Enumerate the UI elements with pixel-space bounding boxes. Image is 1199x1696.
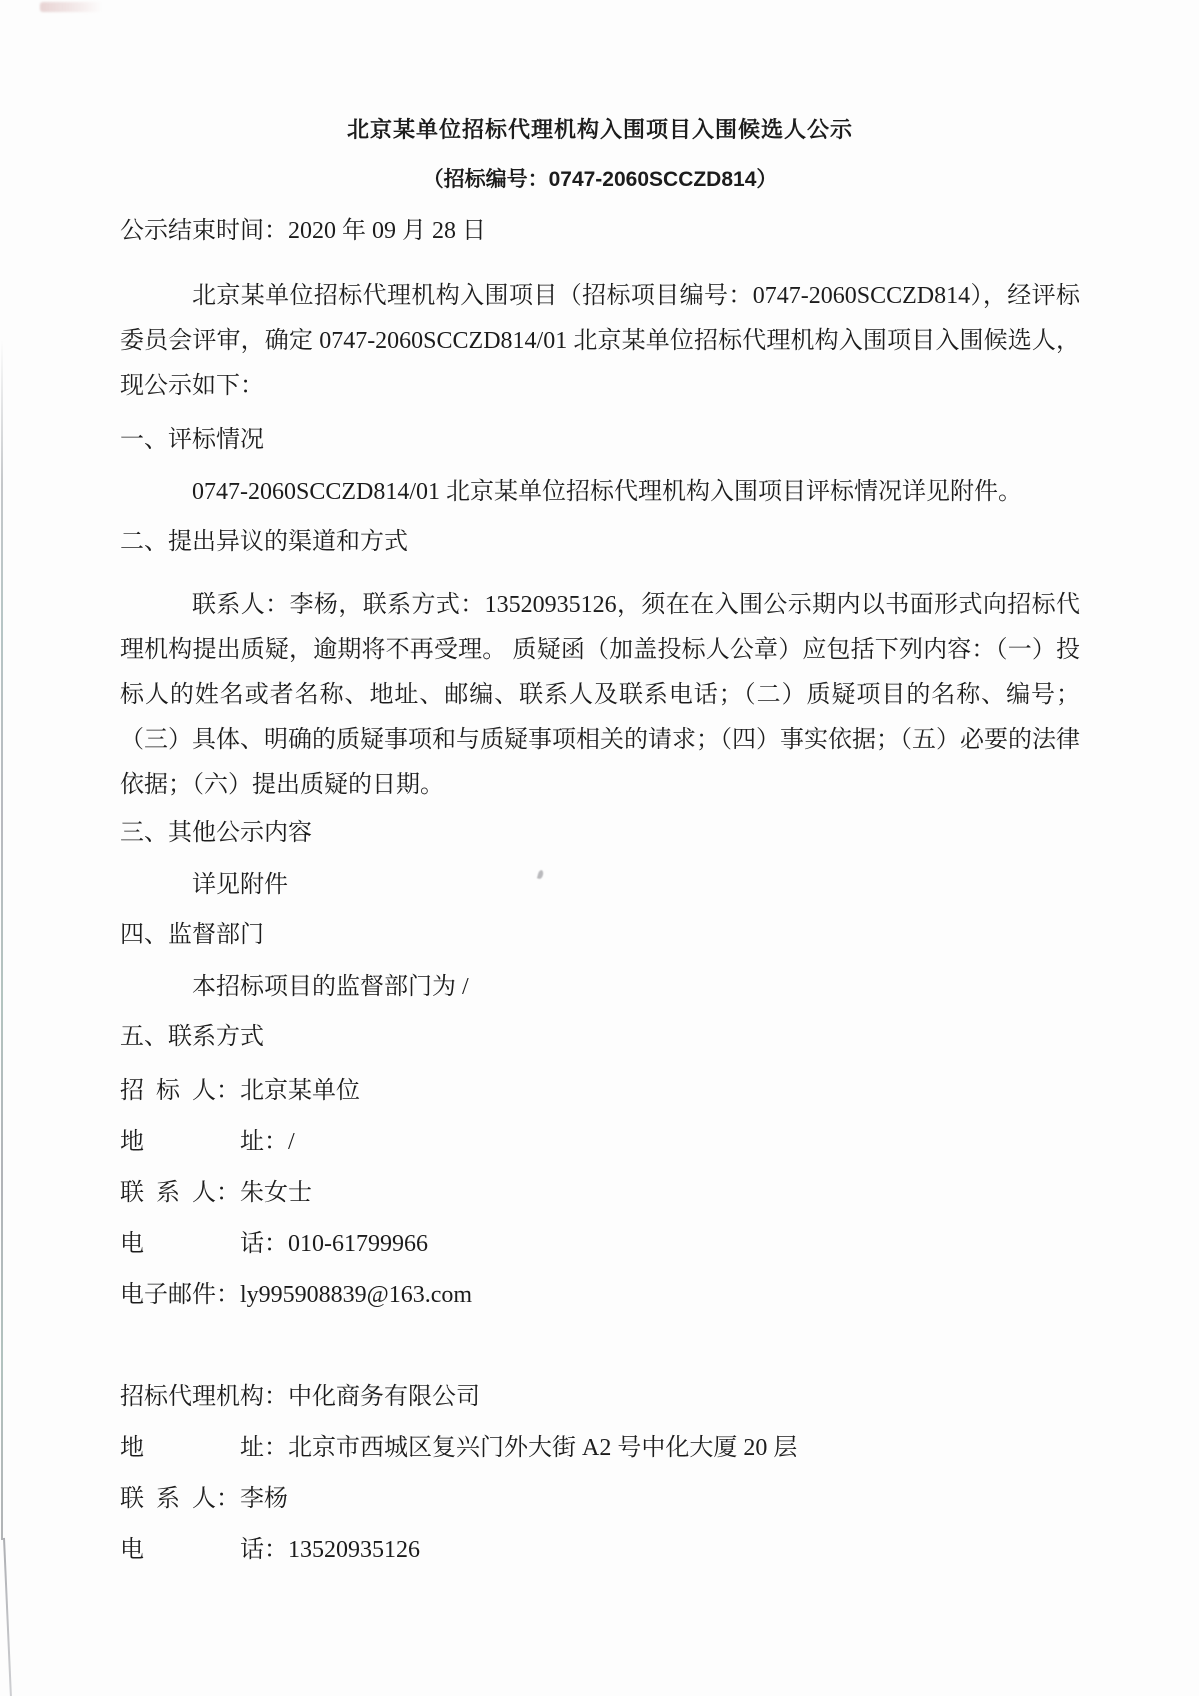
contact-label: 招 标 人： bbox=[120, 1078, 240, 1104]
section-body-2: 联系人：李杨，联系方式：13520935126，须在在入围公示期内以书面形式向招标代理机构提出质疑，逾期将不再受理。 质疑函（加盖投标人公章）应包括下列内容：（一）投标人的姓名或者名称、地址、邮编、联系人及联系电话；（二）质疑项目的名称、编号；（三）具体、明确的质疑事项和与质疑事项相关的请求；（四）事实依据；（五）必要的法律依据；（六）提出质疑的日期。 bbox=[120, 592, 1080, 798]
contact-label: 电 话： bbox=[120, 1231, 288, 1257]
contact-label: 电 话： bbox=[120, 1537, 288, 1563]
contact-value: 北京某单位 bbox=[240, 1078, 360, 1104]
contact-value: 北京市西城区复兴门外大街 A2 号中化大厦 20 层 bbox=[288, 1435, 798, 1461]
contact-value: / bbox=[288, 1129, 295, 1155]
contact-label: 招标代理机构： bbox=[120, 1384, 288, 1410]
document-title: 北京某单位招标代理机构入围项目入围候选人公示 bbox=[346, 117, 853, 142]
contact-label: 联 系 人： bbox=[120, 1486, 240, 1512]
contact-row-phone bbox=[120, 1227, 1080, 1261]
section-heading-5: 五、联系方式 bbox=[120, 1024, 264, 1050]
deadline-line: 公示结束时间：2020 年 09 月 28 日 bbox=[120, 218, 486, 244]
contact-value: 李杨 bbox=[240, 1486, 288, 1512]
contact-row-agency-phone bbox=[120, 1533, 1080, 1567]
contact-value: 010-61799966 bbox=[288, 1231, 428, 1257]
section-heading-4: 四、监督部门 bbox=[120, 922, 264, 948]
tenderer-contact-block bbox=[120, 1074, 1080, 1312]
section-body-3: 详见附件 bbox=[192, 872, 288, 898]
section-body-1: 0747-2060SCCZD814/01 北京某单位招标代理机构入围项目评标情况详见附件。 bbox=[192, 479, 1023, 505]
contact-value: 中化商务有限公司 bbox=[288, 1384, 480, 1410]
agency-contact-block bbox=[120, 1380, 1080, 1567]
contact-label: 地 址： bbox=[120, 1435, 288, 1461]
scan-edge-line-artifact bbox=[1, 340, 3, 1540]
contact-value: 朱女士 bbox=[240, 1180, 312, 1206]
section-body-4: 本招标项目的监督部门为 / bbox=[192, 974, 469, 1000]
contact-row-agency-address bbox=[120, 1431, 1080, 1465]
contact-label: 联 系 人： bbox=[120, 1180, 240, 1206]
section-heading-1: 一、评标情况 bbox=[120, 427, 264, 453]
contact-row-agency bbox=[120, 1380, 1080, 1414]
contact-label: 电子邮件： bbox=[120, 1282, 240, 1308]
contact-value: 13520935126 bbox=[288, 1537, 420, 1563]
scan-smudge-artifact bbox=[40, 2, 102, 12]
document-subtitle: （招标编号：0747-2060SCCZD814） bbox=[422, 168, 778, 191]
contact-value: ly995908839@163.com bbox=[240, 1282, 473, 1308]
contact-row-person bbox=[120, 1176, 1080, 1210]
section-heading-3: 三、其他公示内容 bbox=[120, 820, 312, 846]
contact-row-email bbox=[120, 1278, 1080, 1312]
contact-row-tenderer bbox=[120, 1074, 1080, 1108]
contact-row-address bbox=[120, 1125, 1080, 1159]
section-heading-2: 二、提出异议的渠道和方式 bbox=[120, 529, 408, 555]
intro-paragraph: 北京某单位招标代理机构入围项目（招标项目编号：0747-2060SCCZD814），经评标委员会评审，确定 0747-2060SCCZD814/01 北京某单位招标代理机构入围项目入围候选人，现公示如下： bbox=[120, 283, 1080, 399]
contact-row-agency-person bbox=[120, 1482, 1080, 1516]
contact-label: 地 址： bbox=[120, 1129, 288, 1155]
